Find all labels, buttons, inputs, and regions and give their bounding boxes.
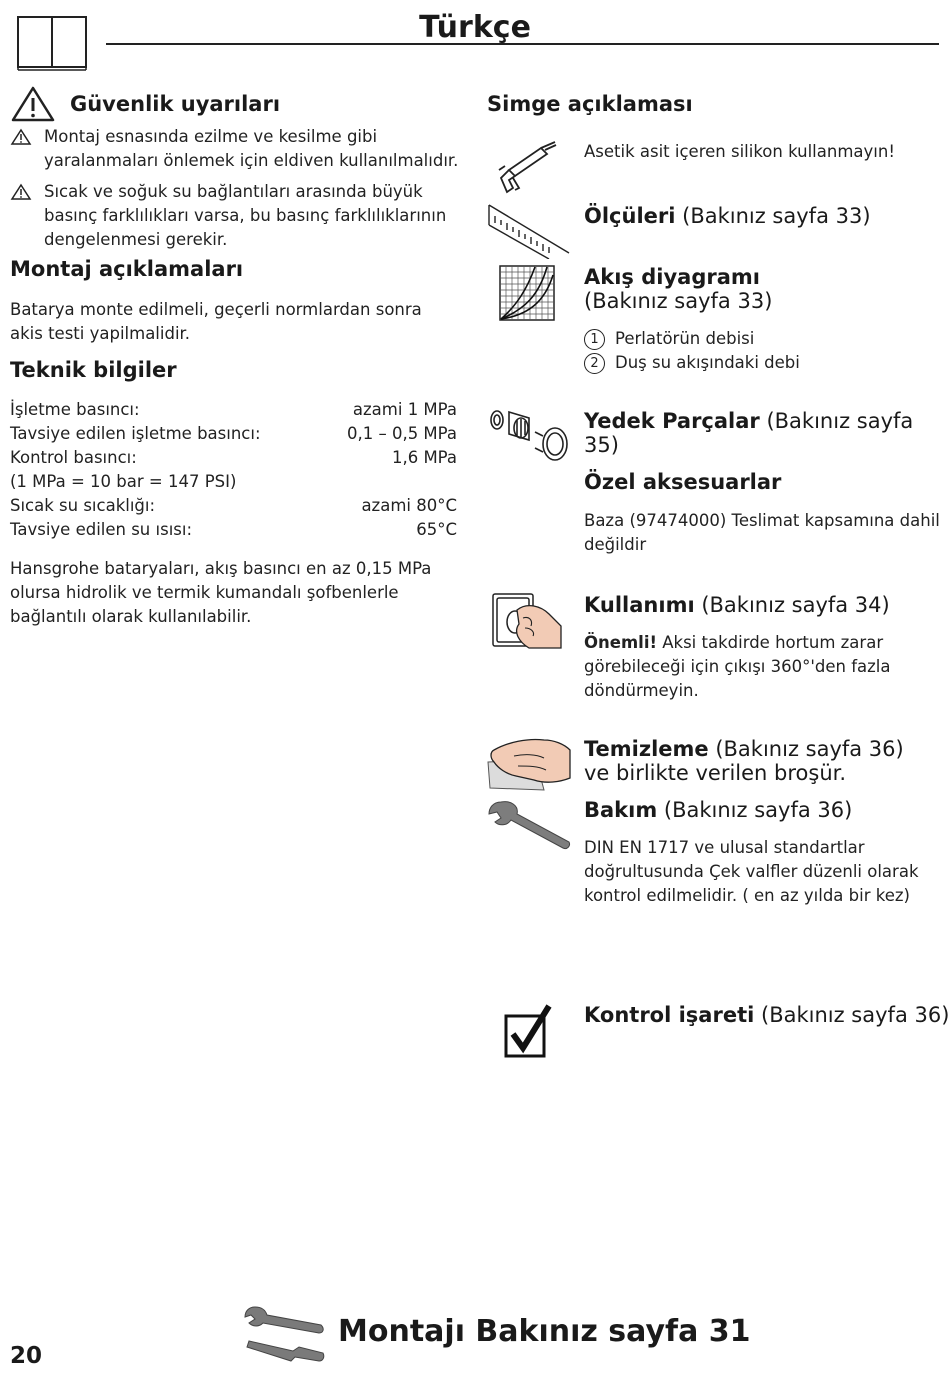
warning-triangle-icon	[10, 85, 56, 123]
technical-value: 0,1 – 0,5 MPa	[346, 424, 457, 443]
technical-title: Teknik bilgiler	[10, 358, 177, 382]
assembly-title: Montaj açıklamaları	[10, 257, 244, 281]
spare-parts-bold: Yedek Parçalar	[584, 409, 760, 433]
cleaning-hand-icon	[484, 732, 572, 792]
symbols-title: Simge açıklaması	[487, 92, 693, 116]
spare-parts-ref: (Bakınız sayfa 35)	[584, 409, 914, 457]
technical-label: Tavsiye edilen su ısısı:	[10, 520, 193, 539]
technical-label: Sıcak su sıcaklığı:	[10, 496, 156, 515]
flow-ref: (Bakınız sayfa 33)	[584, 289, 773, 313]
maintenance-ref: (Bakınız sayfa 36)	[657, 798, 853, 822]
flow-list-item	[584, 351, 800, 375]
technical-value: 1,6 MPa	[391, 448, 457, 467]
maintenance-text: DIN EN 1717 ve ulusal standartlar doğrultusunda Çek valfler düzenli olarak kontrol edilmelidir. ( en az yılda bir kez)	[584, 838, 919, 905]
usage-bold: Kullanımı	[584, 593, 695, 617]
technical-row	[10, 494, 457, 518]
maintenance-title	[584, 798, 852, 822]
technical-row	[10, 470, 457, 494]
usage-note-text: Aksi takdirde hortum zarar görebileceği için çıkışı 360°'den fazla döndürmeyin.	[584, 633, 891, 700]
safety-title: Güvenlik uyarıları	[70, 92, 281, 116]
wrench-icon	[487, 798, 571, 854]
tools-icon	[243, 1303, 325, 1363]
technical-row	[10, 518, 457, 542]
usage-title	[584, 593, 890, 617]
technical-value: azami 80°C	[361, 496, 457, 515]
cleaning-bold: Temizleme	[584, 737, 709, 761]
warning-small-icon	[10, 125, 44, 173]
technical-table	[10, 398, 457, 542]
flow-list-item	[584, 327, 800, 351]
cleaning-title	[584, 737, 924, 785]
circled-number: 1	[584, 329, 605, 350]
safety-section	[10, 85, 460, 252]
silicone-gun-icon	[495, 140, 559, 196]
spare-parts-title	[584, 409, 950, 457]
ruler-icon	[487, 203, 571, 259]
silicone-text: Asetik asit içeren silikon kullanmayın!	[584, 142, 895, 161]
flow-bold: Akış diyagramı	[584, 265, 760, 289]
cleaning-ref: (Bakınız sayfa 36) ve birlikte verilen broşür.	[584, 737, 904, 785]
safety-item-text: Montaj esnasında ezilme ve kesilme gibi yaralanmaları önlemek için eldiven kullanılmalıdır.	[44, 127, 459, 170]
flow-diagram-icon	[499, 265, 555, 321]
flow-item-text: Perlatörün debisi	[615, 329, 755, 348]
technical-row	[10, 398, 457, 422]
checkbox-icon	[503, 1002, 553, 1060]
assembly-ref: Montajı Bakınız sayfa 31	[338, 1314, 751, 1349]
check-bold: Kontrol işareti	[584, 1003, 755, 1027]
accessories-bold: Özel aksesuarlar	[584, 470, 782, 494]
dimensions-title	[584, 204, 871, 228]
safety-item-text: Sıcak ve soğuk su bağlantıları arasında büyük basınç farklılıkları varsa, bu basınç farklılıklarının dengelenmesi gerekir.	[44, 182, 447, 249]
technical-value: 65°C	[416, 520, 457, 539]
technical-label: (1 MPa = 10 bar = 147 PSI)	[10, 472, 237, 491]
technical-label: Kontrol basıncı:	[10, 448, 137, 467]
technical-value: azami 1 MPa	[352, 400, 457, 419]
usage-hand-icon	[489, 588, 563, 650]
flow-item-text: Duş su akışındaki debi	[615, 353, 800, 372]
warning-small-icon	[10, 180, 44, 252]
technical-row	[10, 422, 457, 446]
maintenance-bold: Bakım	[584, 798, 658, 822]
check-title	[584, 1003, 949, 1027]
page-title: Türkçe	[419, 10, 531, 45]
technical-label: İşletme basıncı:	[10, 400, 140, 419]
accessories-text: Baza (97474000) Teslimat kapsamına dahil değildir	[584, 511, 940, 554]
assembly-text: Batarya monte edilmeli, geçerli normlardan sonra akis testi yapilmalidir.	[10, 300, 422, 343]
spare-parts-icon	[487, 402, 573, 464]
circled-number: 2	[584, 353, 605, 374]
check-ref: (Bakınız sayfa 36)	[754, 1003, 950, 1027]
flow-list	[584, 327, 800, 375]
usage-note-bold: Önemli!	[584, 633, 657, 652]
safety-item	[10, 125, 460, 173]
accessories-title	[584, 470, 781, 494]
usage-note	[584, 631, 904, 703]
technical-note: Hansgrohe bataryaları, akış basıncı en az 0,15 MPa olursa hidrolik ve termik kumandalı şofbenlerle bağlantılı olarak kullanılabilir.	[10, 559, 432, 626]
usage-ref: (Bakınız sayfa 34)	[694, 593, 890, 617]
technical-row	[10, 446, 457, 470]
technical-label: Tavsiye edilen işletme basıncı:	[10, 424, 261, 443]
page-number: 20	[10, 1343, 43, 1369]
safety-item	[10, 180, 460, 252]
flow-title	[584, 265, 772, 313]
dimensions-ref: (Bakınız sayfa 33)	[675, 204, 871, 228]
dimensions-bold: Ölçüleri	[584, 204, 676, 228]
